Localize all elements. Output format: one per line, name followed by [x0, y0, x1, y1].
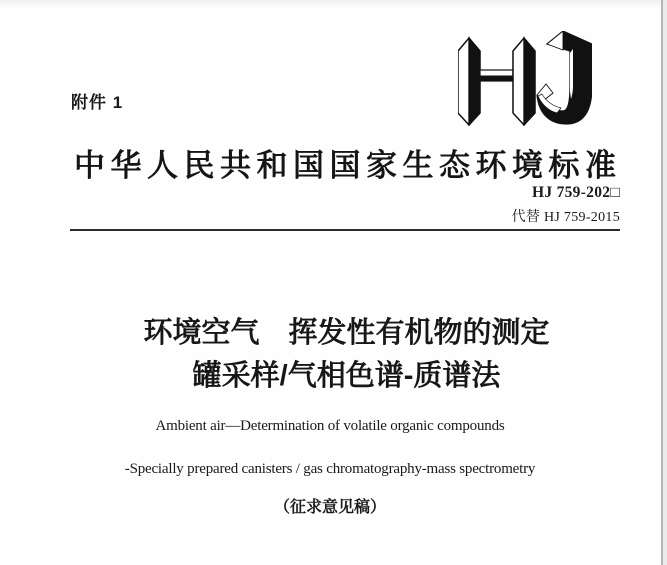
- header-divider: [70, 229, 620, 231]
- draft-for-comments-note: （征求意见稿）: [273, 499, 386, 516]
- replaces-standard: 代替 HJ 759-2015: [511, 210, 620, 225]
- attachment-label: 附件 1: [71, 93, 124, 112]
- scan-edge-margin: [663, 0, 667, 565]
- standard-number-block: [512, 184, 620, 226]
- title-en-line1: Ambient air—Determination of volatile organic compounds: [155, 418, 505, 434]
- standard-number: HJ 759-202□: [531, 184, 620, 201]
- title-cn-line2: 罐采样/气相色谱-质谱法: [192, 360, 501, 392]
- title-en-line2: -Specially prepared canisters / gas chromatography-mass spectrometry: [124, 461, 536, 477]
- standard-authority-title: 中华人民共和国国家生态环境标准: [74, 148, 622, 183]
- hj-logo-icon: [458, 31, 592, 126]
- document-title-block: [0, 316, 667, 393]
- scan-edge-line: [661, 0, 663, 565]
- title-cn-line1: 环境空气 挥发性有机物的测定: [143, 317, 550, 349]
- scan-edge-shade: [0, 0, 667, 8]
